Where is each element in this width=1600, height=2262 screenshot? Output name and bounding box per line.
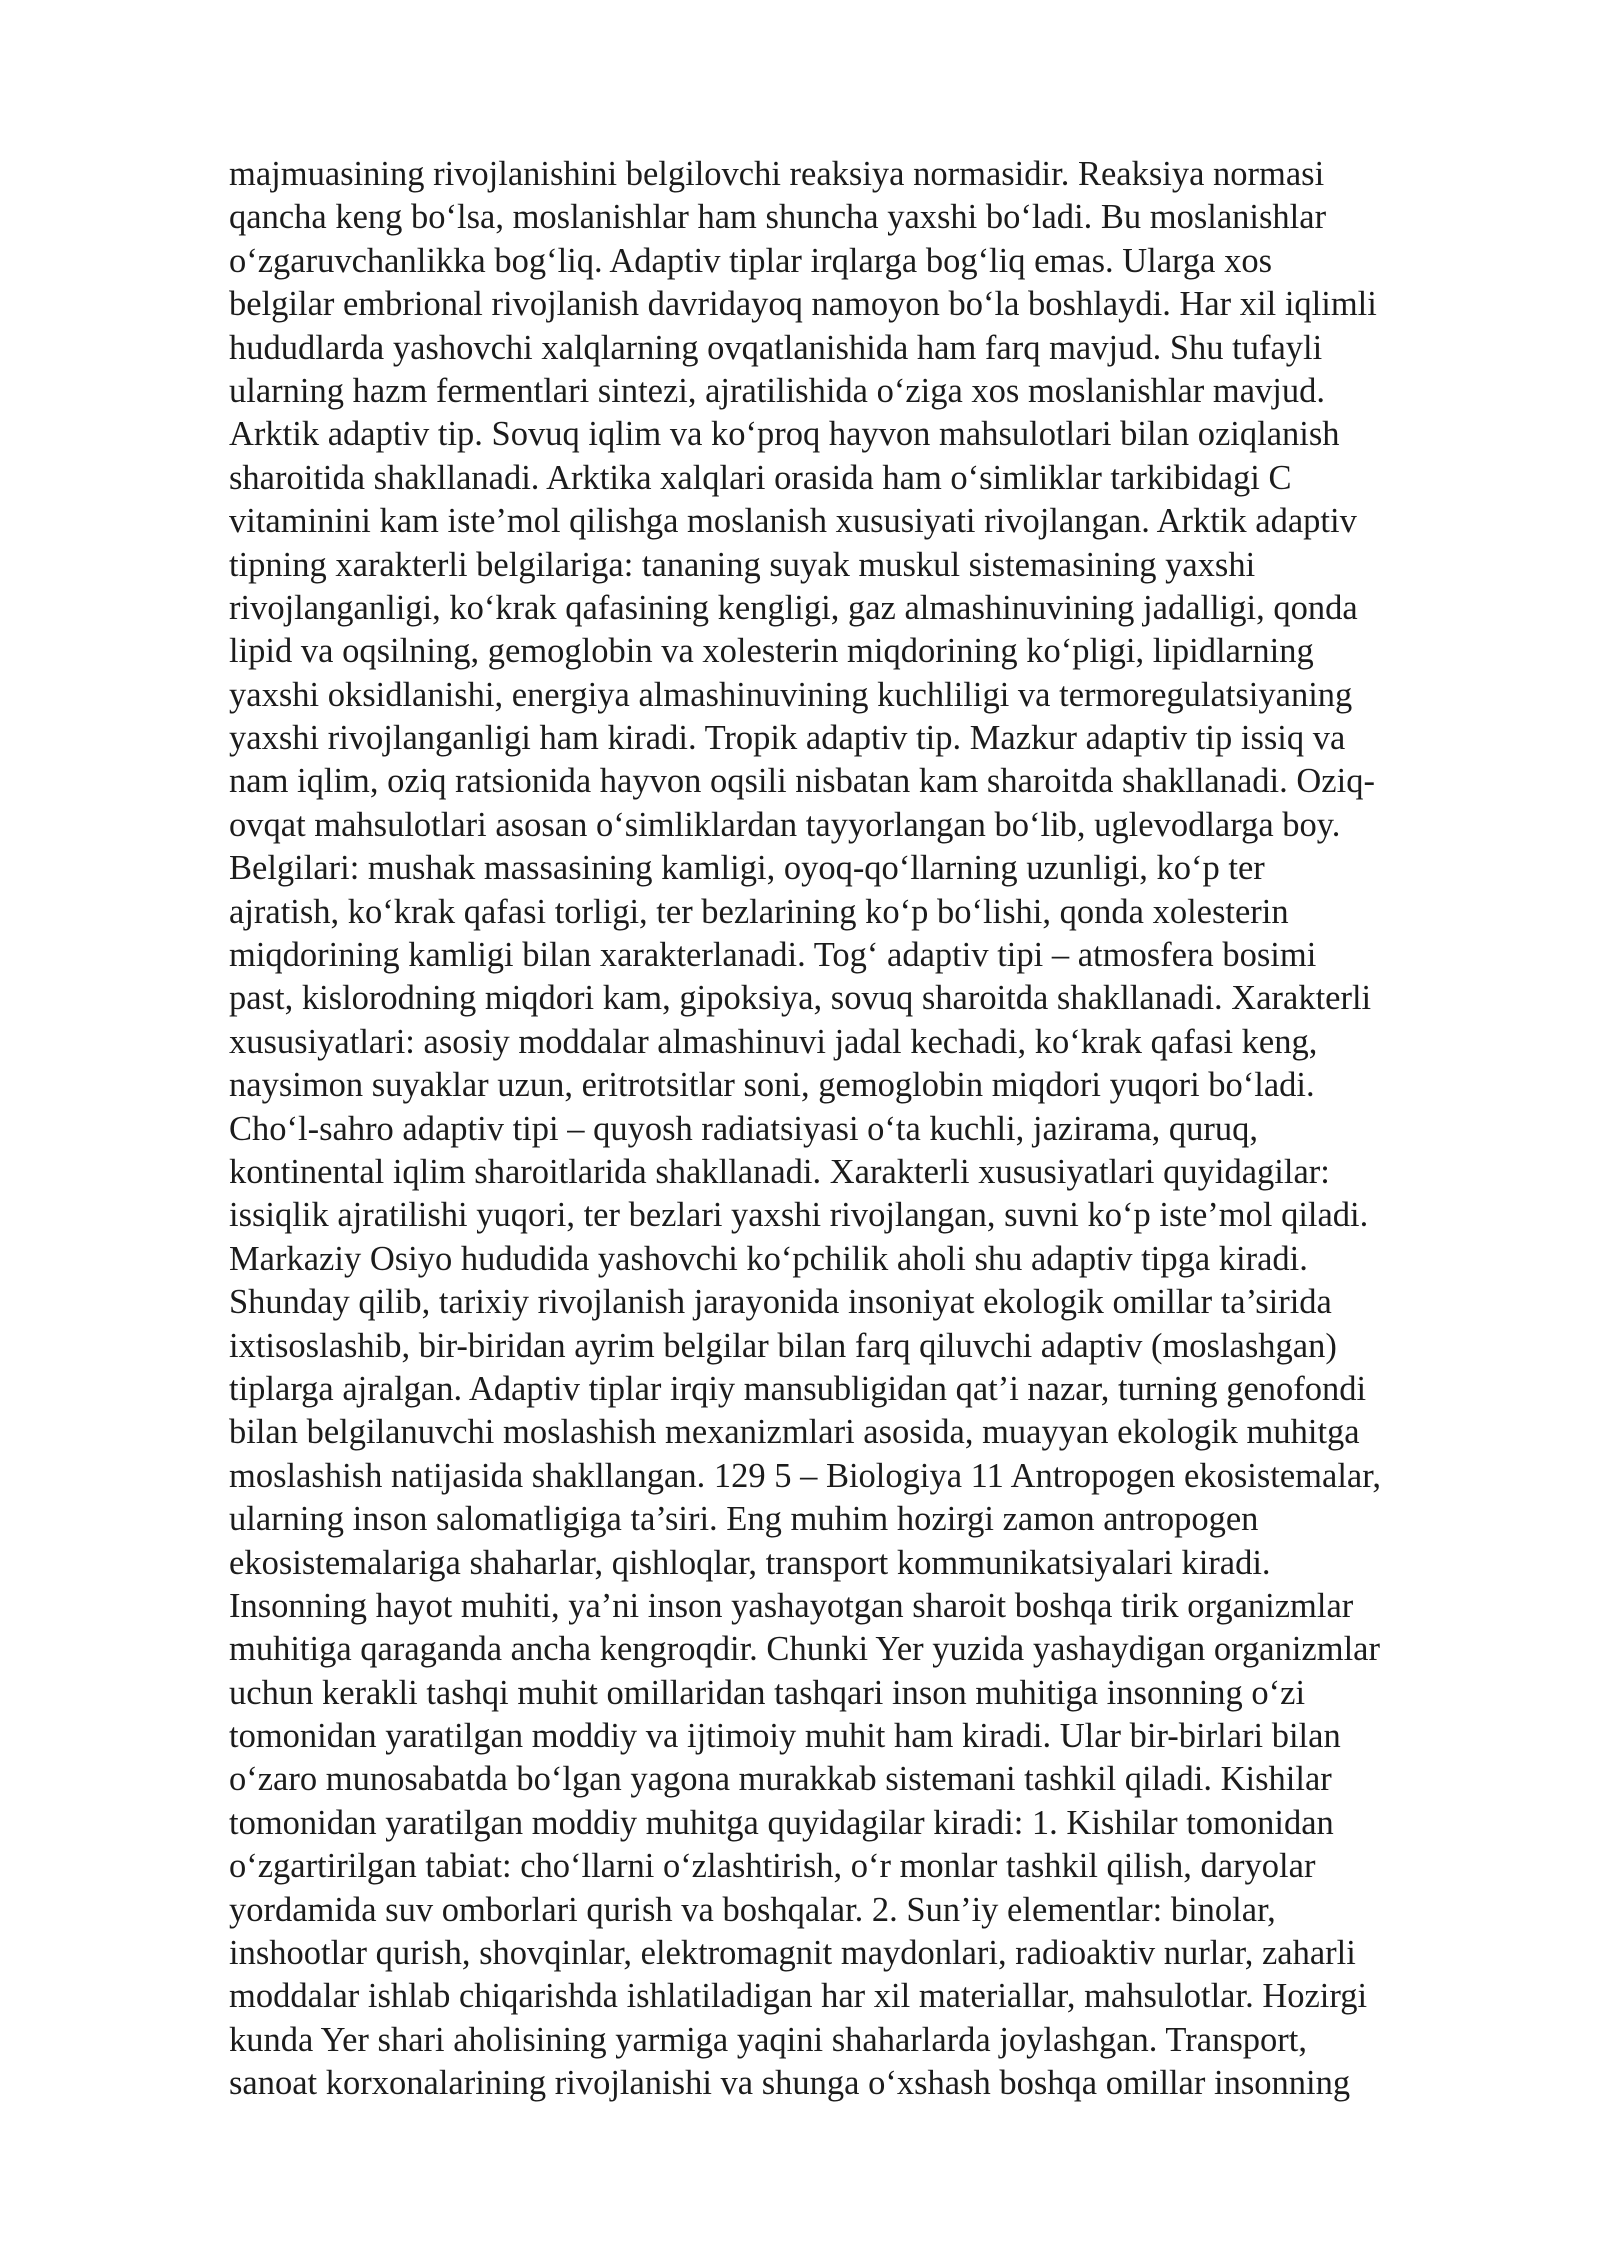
text-line: kunda Yer shari aholisining yarmiga yaqini shaharlarda joylashgan. Transport, bbox=[229, 2020, 1307, 2059]
text-line: yordamida suv omborlari qurish va boshqalar. 2. Sun’iy elementlar: binolar, bbox=[229, 1890, 1276, 1929]
text-line: tomonidan yaratilgan moddiy va ijtimoiy muhit ham kiradi. Ular bir-birlari bilan bbox=[229, 1717, 1341, 1756]
text-line: lipid va oqsilning, gemoglobin va xolesterin miqdorining ko‘pligi, lipidlarning bbox=[229, 632, 1314, 671]
text-line: ularning inson salomatligiga ta’siri. Eng muhim hozirgi zamon antropogen bbox=[229, 1500, 1259, 1539]
body-text bbox=[229, 153, 1529, 2106]
text-line: tomonidan yaratilgan moddiy muhitga quyidagilar kiradi: 1. Kishilar tomonidan bbox=[229, 1803, 1334, 1842]
text-line: miqdorining kamligi bilan xarakterlanadi. Tog‘ adaptiv tipi – atmosfera bosimi bbox=[229, 936, 1317, 975]
text-line: moddalar ishlab chiqarishda ishlatiladigan har xil materiallar, mahsulotlar. Hozirgi bbox=[229, 1977, 1368, 2016]
text-line: nam iqlim, oziq ratsionida hayvon oqsili nisbatan kam sharoitda shakllanadi. Oziq- bbox=[229, 762, 1375, 801]
text-line: sanoat korxonalarining rivojlanishi va shunga o‘xshash boshqa omillar insonning bbox=[229, 2064, 1351, 2103]
text-line: bilan belgilanuvchi moslashish mexanizmlari asosida, muayyan ekologik muhitga bbox=[229, 1413, 1360, 1452]
text-line: ekosistemalariga shaharlar, qishloqlar, transport kommunikatsiyalari kiradi. bbox=[229, 1543, 1271, 1582]
text-line: belgilar embrional rivojlanish davridayoq namoyon bo‘la boshlaydi. Har xil iqlimli bbox=[229, 285, 1377, 324]
text-line: yaxshi oksidlanishi, energiya almashinuvining kuchliligi va termoregulatsiyaning bbox=[229, 675, 1353, 714]
text-line: Markaziy Osiyo hududida yashovchi ko‘pchilik aholi shu adaptiv tipga kiradi. bbox=[229, 1239, 1308, 1278]
text-line: Belgilari: mushak massasining kamligi, oyoq-qo‘llarning uzunligi, ko‘p ter bbox=[229, 849, 1265, 888]
text-line: sharoitida shakllanadi. Arktika xalqlari orasida ham o‘simliklar tarkibidagi C bbox=[229, 458, 1292, 497]
text-line: Arktik adaptiv tip. Sovuq iqlim va ko‘proq hayvon mahsulotlari bilan oziqlanish bbox=[229, 415, 1340, 454]
text-line: o‘zgaruvchanlikka bog‘liq. Adaptiv tiplar irqlarga bog‘liq emas. Ularga xos bbox=[229, 241, 1273, 280]
text-line: majmuasining rivojlanishini belgilovchi reaksiya normasidir. Reaksiya normasi bbox=[229, 155, 1325, 193]
text-line: o‘zgartirilgan tabiat: cho‘llarni o‘zlashtirish, o‘r monlar tashkil qilish, daryolar bbox=[229, 1847, 1316, 1886]
text-line: uchun kerakli tashqi muhit omillaridan tashqari inson muhitiga insonning o‘zi bbox=[229, 1673, 1306, 1712]
text-line: past, kislorodning miqdori kam, gipoksiya, sovuq sharoitda shakllanadi. Xarakterli bbox=[229, 979, 1372, 1018]
text-line: Shunday qilib, tarixiy rivojlanish jarayonida insoniyat ekologik omillar ta’sirida bbox=[229, 1283, 1332, 1322]
text-line: kontinental iqlim sharoitlarida shakllanadi. Xarakterli xususiyatlari quyidagilar: bbox=[229, 1152, 1330, 1191]
text-line: ovqat mahsulotlari asosan o‘simliklardan tayyorlangan bo‘lib, uglevodlarga boy. bbox=[229, 805, 1341, 844]
text-line: yaxshi rivojlanganligi ham kiradi. Tropik adaptiv tip. Mazkur adaptiv tip issiq va bbox=[229, 719, 1346, 758]
text-line: muhitiga qaraganda ancha kengroqdir. Chunki Yer yuzida yashaydigan organizmlar bbox=[229, 1630, 1380, 1669]
text-line: moslashish natijasida shakllangan. 129 5 – Biologiya 11 Antropogen ekosistemalar, bbox=[229, 1456, 1381, 1495]
text-line: ixtisoslashib, bir-biridan ayrim belgilar bilan farq qiluvchi adaptiv (moslashgan) bbox=[229, 1326, 1337, 1365]
text-line: tiplarga ajralgan. Adaptiv tiplar irqiy mansubligidan qat’i nazar, turning genofondi bbox=[229, 1369, 1367, 1408]
text-line: ajratish, ko‘krak qafasi torligi, ter bezlarining ko‘p bo‘lishi, qonda xolesterin bbox=[229, 892, 1289, 931]
text-line: ularning hazm fermentlari sintezi, ajratilishida o‘ziga xos moslanishlar mavjud. bbox=[229, 371, 1326, 410]
text-line: inshootlar qurish, shovqinlar, elektromagnit maydonlari, radioaktiv nurlar, zaharli bbox=[229, 1934, 1356, 1973]
text-line: hududlarda yashovchi xalqlarning ovqatlanishida ham farq mavjud. Shu tufayli bbox=[229, 328, 1323, 367]
text-line: rivojlanganligi, ko‘krak qafasining kengligi, gaz almashinuvining jadalligi, qonda bbox=[229, 588, 1358, 627]
text-line: xususiyatlari: asosiy moddalar almashinuvi jadal kechadi, ko‘krak qafasi keng, bbox=[229, 1022, 1318, 1061]
text-line: naysimon suyaklar uzun, eritrotsitlar soni, gemoglobin miqdori yuqori bo‘ladi. bbox=[229, 1066, 1315, 1105]
text-line: issiqlik ajratilishi yuqori, ter bezlari yaxshi rivojlangan, suvni ko‘p iste’mol qiladi. bbox=[229, 1196, 1369, 1235]
text-line: Cho‘l-sahro adaptiv tipi – quyosh radiatsiyasi o‘ta kuchli, jazirama, quruq, bbox=[229, 1109, 1259, 1148]
text-line: o‘zaro munosabatda bo‘lgan yagona murakkab sistemani tashkil qiladi. Kishilar bbox=[229, 1760, 1332, 1799]
text-line: Insonning hayot muhiti, ya’ni inson yashayotgan sharoit boshqa tirik organizmlar bbox=[229, 1586, 1354, 1625]
text-line: qancha keng bo‘lsa, moslanishlar ham shuncha yaxshi bo‘ladi. Bu moslanishlar bbox=[229, 198, 1327, 237]
text-line: vitaminini kam iste’mol qilishga moslanish xususiyati rivojlangan. Arktik adaptiv bbox=[229, 502, 1357, 541]
text-line: tipning xarakterli belgilariga: tananing suyak muskul sistemasining yaxshi bbox=[229, 545, 1256, 584]
